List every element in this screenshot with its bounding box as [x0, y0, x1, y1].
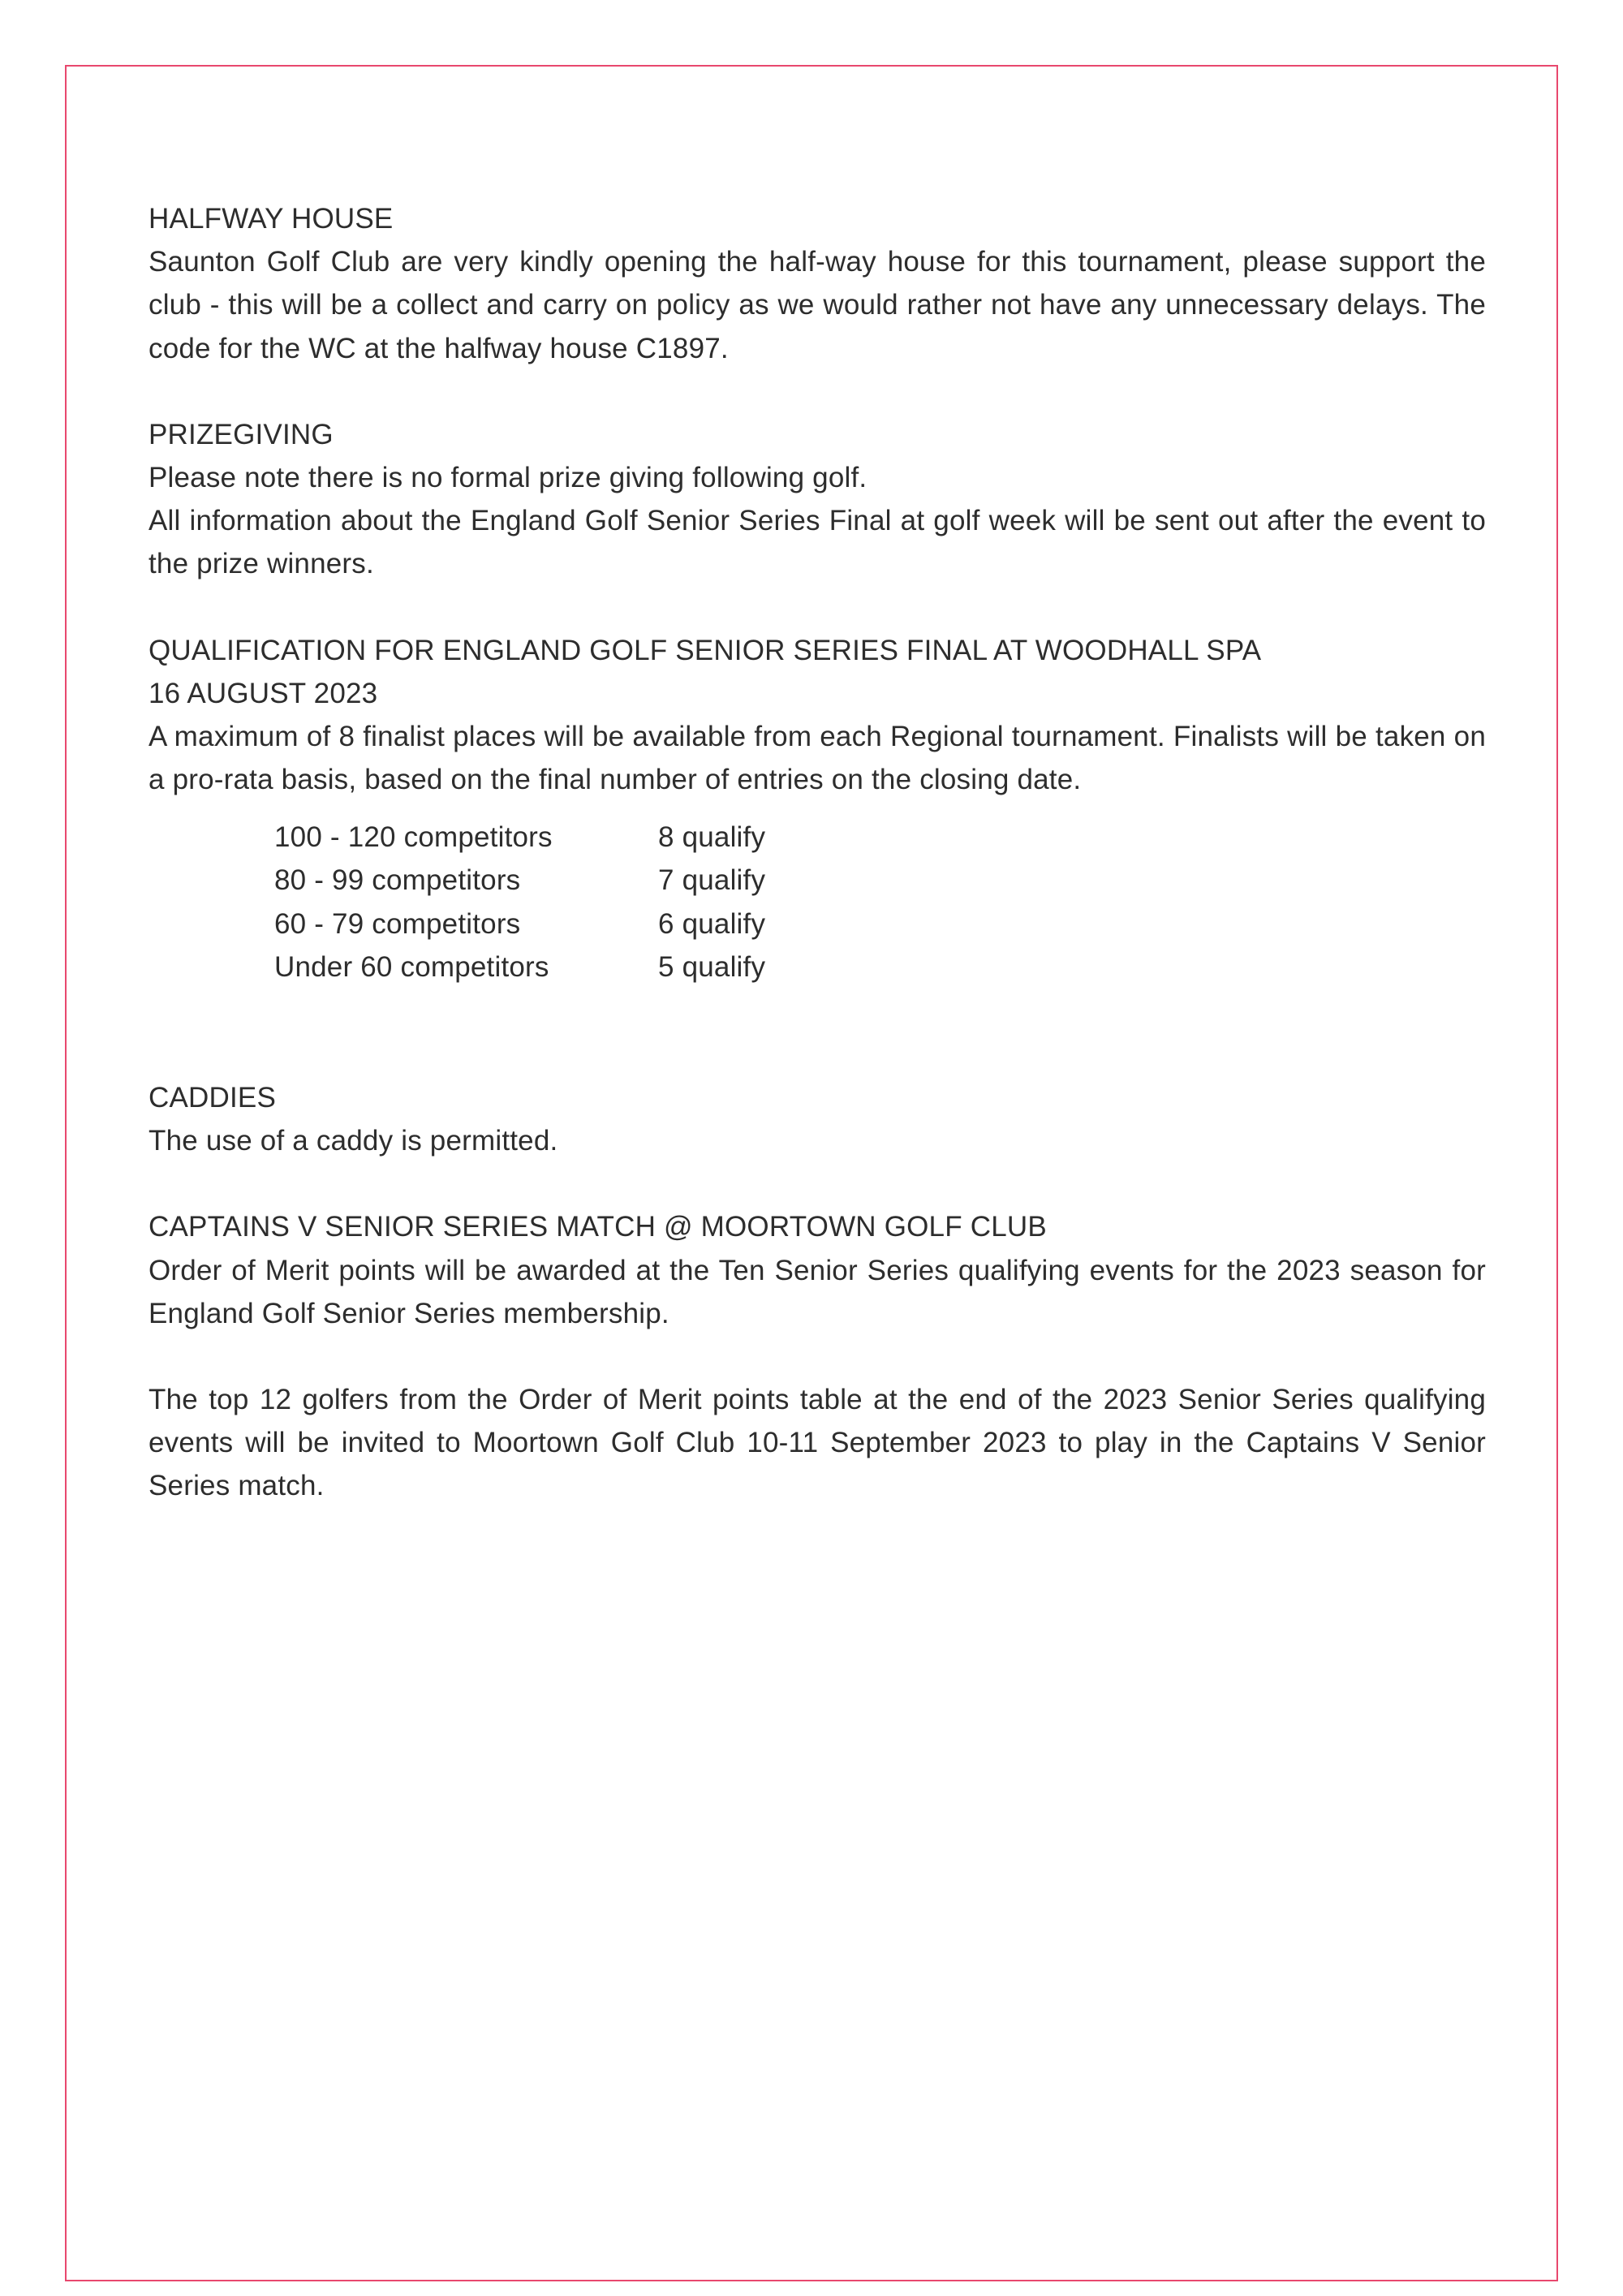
- prizegiving-para2: All information about the England Golf Senior Series Final at golf week will be sent out after the event to the prize winners.: [149, 505, 1486, 580]
- document-content: [149, 197, 1486, 1551]
- section-captains-match: [149, 1205, 1486, 1507]
- qualification-table: [274, 816, 1486, 989]
- captains-heading: CAPTAINS V SENIOR SERIES MATCH @ MOORTOWN GOLF CLUB: [149, 1211, 1047, 1243]
- qualification-heading-line2: 16 AUGUST 2023: [149, 677, 378, 709]
- section-caddies: [149, 1076, 1486, 1162]
- table-row: [274, 902, 1486, 946]
- competitors-range: 100 - 120 competitors: [274, 821, 553, 854]
- halfway-house-body: Saunton Golf Club are very kindly opening the half-way house for this tournament, please support the club - this will be a collect and carry on policy as we would rather not have any unnecessary delays. The code for the WC at the halfway house C1897.: [149, 246, 1486, 364]
- table-row: [274, 859, 1486, 902]
- qualify-count: 7 qualify: [658, 864, 766, 897]
- halfway-house-heading: HALFWAY HOUSE: [149, 203, 394, 235]
- qualification-heading-line1: QUALIFICATION FOR ENGLAND GOLF SENIOR SERIES FINAL AT WOODHALL SPA: [149, 634, 1262, 666]
- competitors-range: Under 60 competitors: [274, 950, 549, 983]
- qualification-body: A maximum of 8 finalist places will be available from each Regional tournament. Finalists will be taken on a pro-rata basis, based on the final number of entries on the closing date.: [149, 720, 1486, 796]
- competitors-range: 60 - 79 competitors: [274, 907, 521, 940]
- table-row: [274, 816, 1486, 859]
- caddies-body: The use of a caddy is permitted.: [149, 1125, 558, 1157]
- qualify-count: 6 qualify: [658, 907, 766, 940]
- qualify-count: 5 qualify: [658, 950, 766, 983]
- section-halfway-house: [149, 197, 1486, 370]
- captains-para1: Order of Merit points will be awarded at the Ten Senior Series qualifying events for the 2023 season for England Golf Senior Series membership.: [149, 1254, 1486, 1329]
- qualify-count: 8 qualify: [658, 821, 766, 854]
- captains-para2: The top 12 golfers from the Order of Merit points table at the end of the 2023 Senior Series qualifying events will be invited to Moortown Golf Club 10-11 September 2023 to play in the Captains V Senior Series match.: [149, 1383, 1486, 1502]
- table-row: [274, 946, 1486, 989]
- section-prizegiving: [149, 413, 1486, 586]
- caddies-heading: CADDIES: [149, 1082, 276, 1114]
- competitors-range: 80 - 99 competitors: [274, 864, 521, 897]
- prizegiving-heading: PRIZEGIVING: [149, 418, 334, 450]
- prizegiving-para1: Please note there is no formal prize giving following golf.: [149, 461, 867, 493]
- section-qualification: [149, 629, 1486, 989]
